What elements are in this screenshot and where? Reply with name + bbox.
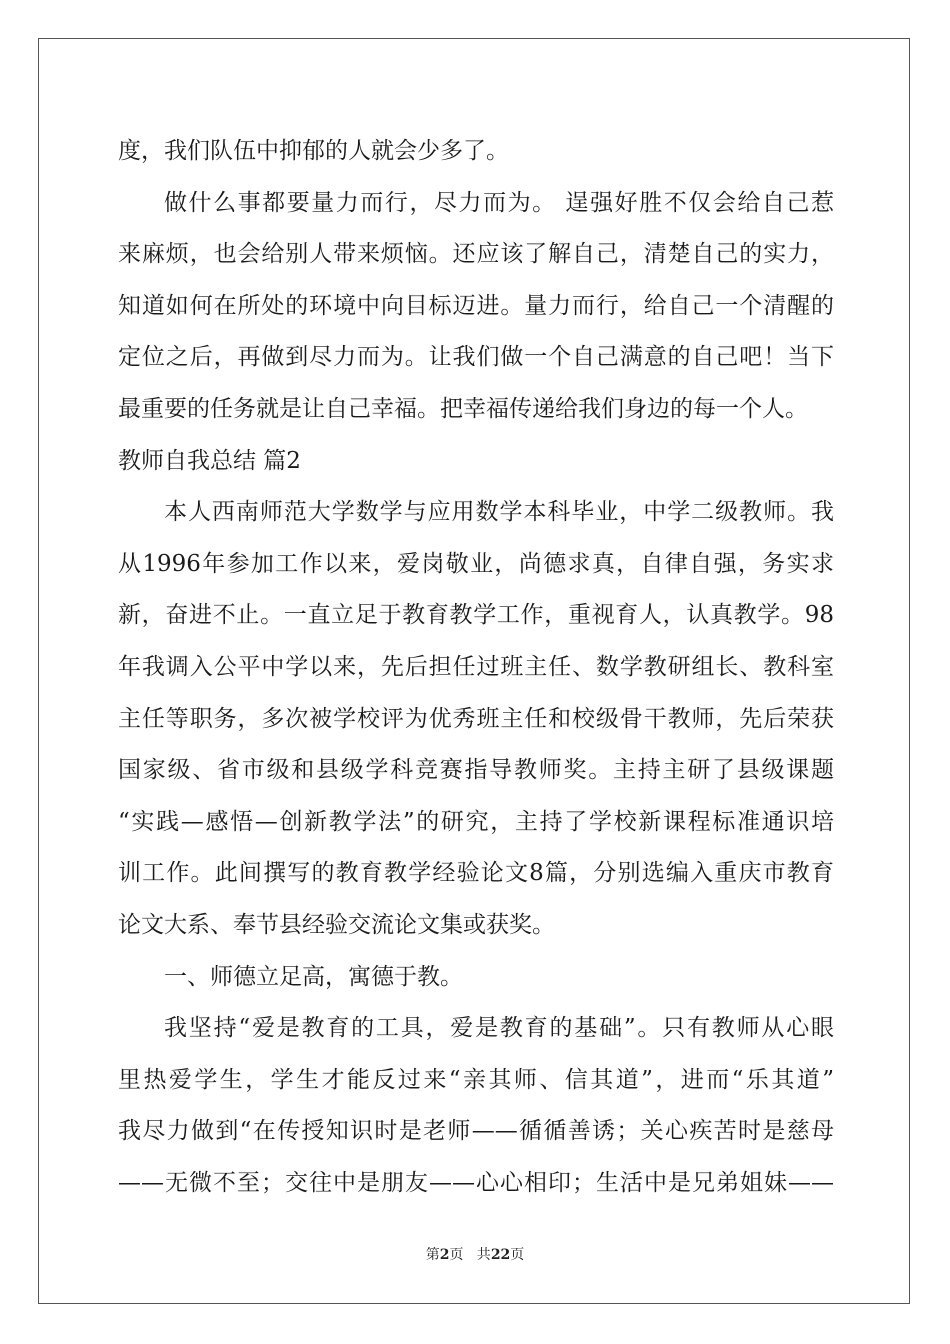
text-line: 定位之后，再做到尽力而为。让我们做一个自己满意的自己吧！当下 (118, 344, 834, 371)
text-line: 年我调入公平中学以来，先后担任过班主任、数学教研组长、教科室 (118, 653, 834, 680)
text-line: 国家级、省市级和县级学科竞赛指导教师奖。主持主研了县级课题 (118, 757, 834, 784)
total-page-count: 22 (490, 1247, 511, 1263)
section-heading: 教师自我总结 篇2 (118, 447, 301, 474)
current-page-number: 2 (439, 1247, 450, 1263)
text-line: 新，奋进不止。一直立足于教育教学工作，重视育人，认真教学。98 (118, 602, 834, 629)
text-line: 最重要的任务就是让自己幸福。把幸福传递给我们身边的每一个人。 (118, 395, 808, 422)
footer-middle: 页 共 (449, 1247, 491, 1263)
text-line: 从1996年参加工作以来，爱岗敬业，尚德求真，自律自强，务实求 (118, 550, 834, 577)
text-line: 来麻烦，也会给别人带来烦恼。还应该了解自己，清楚自己的实力， (118, 241, 834, 268)
text-line: 训工作。此间撰写的教育教学经验论文8篇，分别选编入重庆市教育 (118, 860, 834, 887)
text-line: 度，我们队伍中抑郁的人就会少多了。 (118, 138, 509, 164)
document-body (118, 126, 834, 1209)
text-line: ——无微不至；交往中是朋友——心心相印；生活中是兄弟姐妹—— (118, 1169, 834, 1196)
footer-suffix: 页 (510, 1247, 525, 1263)
text-line: 我尽力做到“在传授知识时是老师——循循善诱；关心疾苦时是慈母 (118, 1118, 834, 1145)
text-line: 主任等职务，多次被学校评为优秀班主任和校级骨干教师，先后荣获 (118, 705, 834, 732)
text-line: 做什么事都要量力而行，尽力而为。 逞强好胜不仅会给自己惹 (164, 189, 834, 216)
text-line: 里热爱学生，学生才能反过来“亲其师、信其道”，进而“乐其道” (118, 1066, 834, 1093)
subsection-heading: 一、师德立足高，寓德于教。 (164, 963, 463, 990)
text-line: 我坚持“爱是教育的工具，爱是教育的基础”。只有教师从心眼 (164, 1015, 834, 1042)
text-line: 本人西南师范大学数学与应用数学本科毕业，中学二级教师。我 (164, 499, 834, 526)
text-line: 知道如何在所处的环境中向目标迈进。量力而行，给自己一个清醒的 (118, 292, 834, 319)
page-footer (0, 1245, 950, 1265)
text-line: “实践—感悟—创新教学法”的研究，主持了学校新课程标准通识培 (118, 808, 834, 835)
footer-prefix: 第 (425, 1247, 440, 1263)
text-line: 论文大系、奉节县经验交流论文集或获奖。 (118, 911, 555, 938)
